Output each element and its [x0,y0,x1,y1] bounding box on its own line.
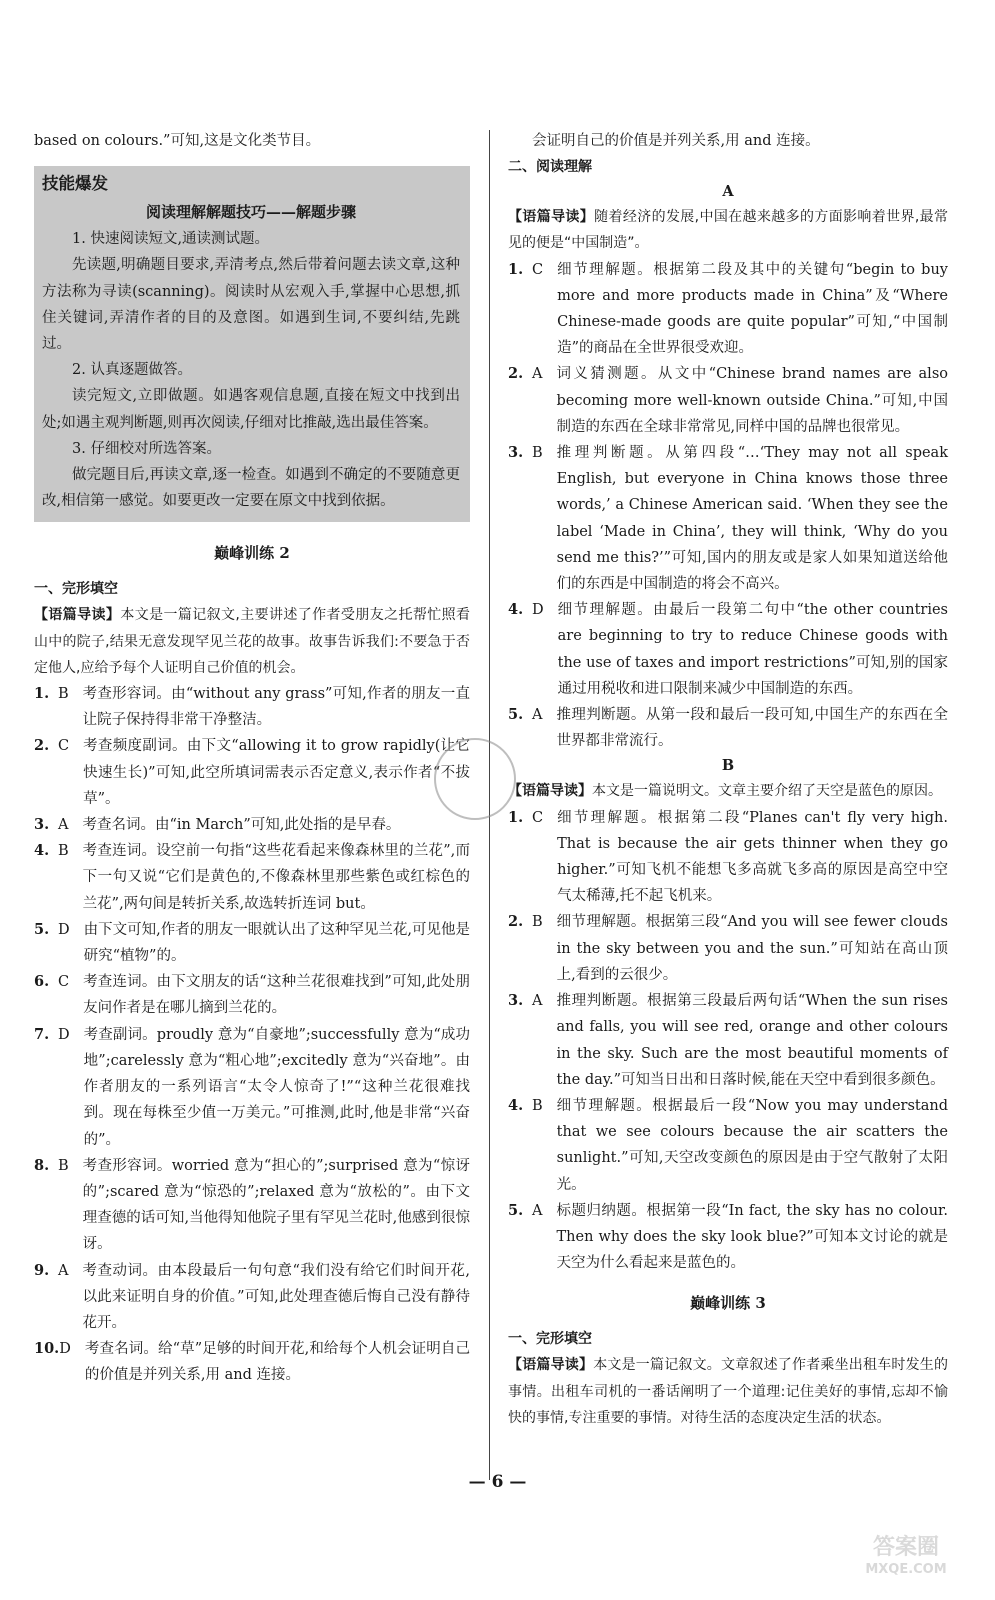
item-number: 3. [34,816,50,834]
intro-text: 随着经济的发展,中国在越来越多的方面影响着世界,最常见的便是“中国制造”。 [508,209,949,252]
item-explanation: 细节理解题。根据第三段“And you will see fewer clouds in the sky between you and the sun.”可知站在高山顶上,看到的云很少。 [556,914,948,983]
training-3-title: 巅峰训练 3 [690,1294,766,1313]
item-number: 4. [508,1096,524,1114]
answer-item [34,812,470,838]
intro-text: 本文是一篇记叙文,主要讲述了作者受朋友之托帮忙照看山中的院子,结果无意发现罕见兰花的故事。故事告诉我们:不要急于否定他人,应给予每个人证明自己价值的机会。 [34,607,470,676]
item-explanation: 细节理解题。根据第二段及其中的关键句“begin to buy more and more products made in China”及“Where Chinese-made goods are quite popular”可知,“中国制造”的商品在全世界很受欢迎。 [557,261,948,357]
watermark-logo-url: MXQE.COM [865,1562,947,1577]
answer-item [508,1198,948,1277]
item-explanation: 推理判断题。从第一段和最后一段可知,中国生产的东西在全世界都非常流行。 [556,707,948,750]
item-answer: B [532,914,543,931]
item-explanation: 考查形容词。worried 意为“担心的”;surprised 意为“惊讶的”;scared 意为“惊恐的”;relaxed 意为“放松的”。由下文理查德的话可知,当他得知他院子里有罕见兰花时,他感到很惊讶。 [82,1157,470,1253]
passage-intro [34,602,470,681]
answer-item [34,733,470,812]
item-number: 3. [508,444,524,462]
page-number: — 6 — [468,1472,527,1492]
item-number: 1. [508,808,524,826]
item-explanation: 考查频度副词。由下文“allowing it to grow rapidly(让它快速生长)”可知,此空所填词需表示否定意义,表示作者“不拔草”。 [83,738,470,807]
right-column [508,128,948,1431]
item-number: 7. [34,1025,50,1043]
watermark-logo-icon [831,1528,981,1578]
item-number: 5. [508,706,524,724]
passage-a-answer-list [508,257,948,755]
answer-item [34,1022,470,1153]
item-number: 5. [508,1201,524,1219]
answer-item [34,1336,470,1388]
passage-b-letter: B [721,757,735,775]
item-answer: A [532,1202,543,1219]
item-explanation: 考查连词。由下文朋友的话“这种兰花很难找到”可知,此处朋友问作者是在哪儿摘到兰花的。 [83,974,470,1017]
item-number: 2. [34,737,50,755]
item-explanation: 考查名词。给“草”足够的时间开花,和给每个人机会证明自己的价值是并列关系,用 and 连接。 [84,1341,470,1384]
answer-item [34,681,470,733]
answer-item [34,917,470,969]
skill-paragraph-2: 读完短文,立即做题。如遇客观信息题,直接在短文中找到出处;如遇主观判断题,则再次阅读,仔细对比推敲,选出最佳答案。 [42,388,460,431]
answer-item [508,361,948,440]
passage-b-answer-list [508,805,948,1277]
item-explanation: 考查动词。由本段最后一句句意“我们没有给它们时间开花,以此来证明自身的价值。”可知,此处理查德后悔自己没有静待花开。 [82,1262,470,1331]
intro-label: 【语篇导读】 [508,209,595,226]
section-reading-title: 二、阅读理解 [508,159,592,176]
item-answer: C [532,809,544,826]
skill-step-3: 3. 仔细校对所选答案。 [72,440,221,457]
item-answer: A [58,1262,69,1279]
watermark-logo-text: 答案圈 [872,1535,940,1560]
left-column [34,128,470,1388]
item-answer: D [532,602,544,619]
watermark-logo [831,1528,981,1578]
item-explanation: 细节理解题。由最后一段第二句中“the other countries are beginning to try to reduce Chinese goods with the use of taxes and import restrictions”可知,别的国家通过用税收和进口限制来减少中国制造的东西。 [557,602,948,697]
item-number: 8. [34,1156,50,1174]
section-cloze-title-2: 一、完形填空 [508,1331,592,1348]
skill-paragraph-1: 先读题,明确题目要求,弄清考点,然后带着问题去读文章,这种方法称为寻读(scanning)。阅读时从宏观入手,掌握中心思想,抓住关键词,弄清作者的目的及意图。如遇到生词,不要纠结,先跳过。 [42,257,460,353]
item-answer: B [58,1157,69,1174]
item-explanation: 推理判断题。从第四段“…‘They may not all speak English, but everyone in China knows those three words,’ a Chinese American said. ‘When they see the label ‘Made in China’, they will think, ‘Why do you send me this?’”可知,国内的朋友或是家人如果知道送给他们的东西是中国制造的将会不高兴。 [556,445,948,593]
item-explanation: 细节理解题。根据最后一段“Now you may understand that we see colours because the air scatters the sunlight.”可知,天空改变颜色的原因是由于空气散射了太阳光。 [556,1097,948,1193]
item-explanation: 由下文可知,作者的朋友一眼就认出了这种罕见兰花,可见他是研究“植物”的。 [83,921,470,965]
intro-label: 【语篇导读】 [508,783,592,800]
item-number: 10. [34,1340,60,1358]
skill-box-subtitle: 阅读理解解题技巧——解题步骤 [145,203,356,222]
item-explanation: 词义猜测题。从文中“Chinese brand names are also becoming more well-known outside China.”可知,中国制造的东西在全球非常常见,同样中国的品牌也很常见。 [556,366,948,435]
item-answer: B [532,445,543,462]
item-number: 1. [34,685,50,703]
item-explanation: 考查副词。proudly 意为“自豪地”;successfully 意为“成功地”;carelessly 意为“粗心地”;excitedly 意为“兴奋地”。由作者朋友的一系列语言“太令人惊奇了!”“这种兰花很难找到。现在每株至少值一万美元。”可推测,此时,他是非常“兴奋的”。 [83,1026,470,1148]
intro-text: 本文是一篇说明文。文章主要介绍了天空是蓝色的原因。 [592,783,942,800]
item-explanation: 考查名词。由“in March”可知,此处指的是早春。 [82,817,401,834]
item-explanation: 考查连词。设空前一句指“这些花看起来像森林里的兰花”,而下一句又说“它们是黄色的,不像森林里那些紫色或红棕色的兰花”,两句间是转折关系,故选转折连词 but。 [82,843,470,912]
item-answer: C [58,974,70,991]
item-answer: B [58,686,69,703]
training-2-title: 巅峰训练 2 [214,544,290,563]
section-cloze-title: 一、完形填空 [34,581,118,598]
answer-item [34,838,470,917]
answer-item [508,597,948,702]
passage-a-letter: A [722,183,734,201]
item-answer: B [532,1097,543,1114]
answer-item [34,1153,470,1258]
passage-a-intro [508,204,948,256]
item-explanation: 细节理解题。根据第二段“Planes can't fly very high. That is because the air gets thinner when they go higher.”可知飞机不能想飞多高就飞多高的原因是高空中空气太稀薄,托不起飞机来。 [557,809,948,905]
item-explanation: 标题归纳题。根据第一段“In fact, the sky has no colour. Then why does the sky look blue?”可知本文讨论的就是天空为什么看起来是蓝色的。 [556,1202,948,1272]
passage-intro-2 [508,1352,948,1431]
answer-item [508,909,948,988]
intro-label: 【语篇导读】 [508,1357,594,1374]
answer-item [34,1258,470,1337]
skill-box [34,166,470,522]
answer-item [508,440,948,597]
item-number: 4. [508,601,524,619]
item-number: 4. [34,842,50,860]
item-answer: C [532,261,544,278]
item-number: 2. [508,913,524,931]
skill-paragraph-3: 做完题目后,再读文章,逐一检查。如遇到不确定的不要随意更改,相信第一感觉。如要更改一定要在原文中找到依据。 [42,467,460,510]
item-number: 2. [508,365,524,383]
answer-item [508,257,948,362]
cloze-answer-list [34,681,470,1388]
item-number: 9. [34,1261,50,1279]
item-answer: A [532,366,543,383]
item-answer: D [59,1341,71,1358]
item-number: 1. [508,260,524,278]
answer-item [508,1093,948,1198]
answer-item [508,988,948,1093]
answer-item [508,805,948,910]
item-answer: B [58,843,69,860]
left-top-line: based on colours.”可知,这是文化类节目。 [34,133,321,149]
skill-step-2: 2. 认真逐题做答。 [72,362,192,379]
item-number: 3. [508,992,524,1010]
answer-item [34,969,470,1021]
item-answer: C [58,738,70,755]
item-answer: D [58,1026,70,1043]
item-answer: A [532,993,543,1010]
intro-label: 【语篇导读】 [34,607,121,624]
item-number: 5. [34,920,50,938]
right-top-line: 会证明自己的价值是并列关系,用 and 连接。 [532,133,820,149]
answer-item [508,702,948,754]
skill-box-title: 技能爆发 [42,174,108,194]
item-number: 6. [34,973,50,991]
item-answer: D [58,921,70,938]
skill-step-1: 1. 快速阅读短文,通读测试题。 [72,231,270,248]
item-explanation: 考查形容词。由“without any grass”可知,作者的朋友一直让院子保持得非常干净整洁。 [82,686,470,729]
passage-b-intro [508,778,948,804]
intro-text: 本文是一篇记叙文。文章叙述了作者乘坐出租车时发生的事情。出租车司机的一番话阐明了一个道理:记住美好的事情,忘却不愉快的事情,专注重要的事情。对待生活的态度决定生活的状态。 [508,1357,949,1426]
watermark-stamp [434,738,516,820]
item-answer: A [532,707,543,724]
item-explanation: 推理判断题。根据第三段最后两句话“When the sun rises and falls, you will see red, orange and other colours in the sky. Such are the most beautiful moments of the day.”可知当日出和日落时候,能在天空中看到很多颜色。 [556,993,948,1088]
item-answer: A [58,817,69,834]
